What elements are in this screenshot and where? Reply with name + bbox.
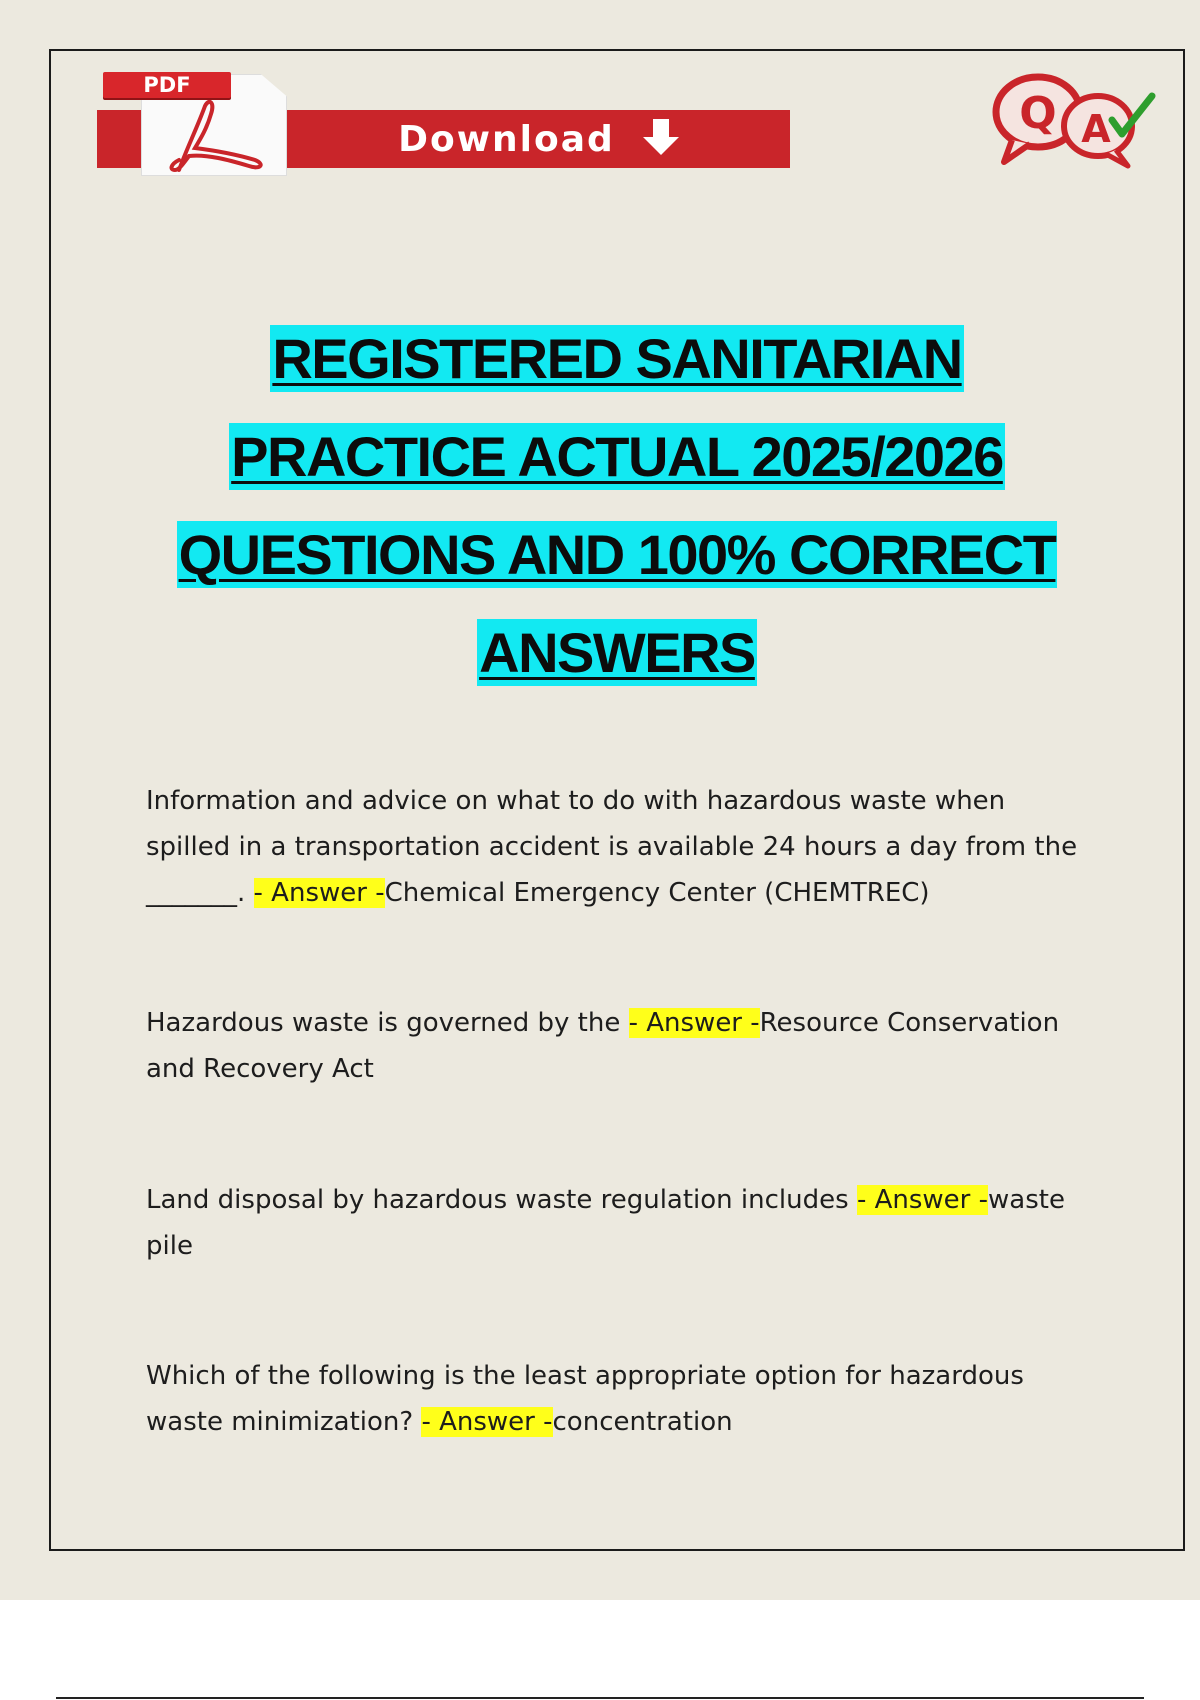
answer-text: Chemical Emergency Center (CHEMTREC) xyxy=(384,878,930,908)
question-text: Hazardous waste is governed by the xyxy=(146,1008,629,1038)
download-button[interactable] xyxy=(287,110,790,168)
qa-logo-q: Q xyxy=(1019,88,1057,139)
title-line-1: REGISTERED SANITARIAN xyxy=(272,327,962,390)
qa-logo-a: A xyxy=(1081,107,1111,151)
answer-text: waste pile xyxy=(146,1185,1065,1261)
title-line-4: ANSWERS xyxy=(479,621,755,684)
answer-marker: - Answer - xyxy=(856,1185,988,1215)
question-text: Land disposal by hazardous waste regulation includes xyxy=(146,1185,857,1215)
qa-item xyxy=(146,1353,1086,1445)
down-arrow-icon xyxy=(643,117,679,162)
question-text: Which of the following is the least appropriate option for hazardous waste minimization? xyxy=(146,1361,1024,1437)
answer-marker: - Answer - xyxy=(421,1407,553,1437)
qa-item xyxy=(146,1000,1086,1092)
footer-divider xyxy=(56,1697,1144,1699)
answer-text: Resource Conservation and Recovery Act xyxy=(146,1008,1060,1084)
qa-item xyxy=(146,1177,1086,1269)
download-label: Download xyxy=(398,118,615,160)
answer-marker: - Answer - xyxy=(253,878,385,908)
pdf-download-banner[interactable] xyxy=(97,70,797,180)
answer-marker: - Answer - xyxy=(628,1008,760,1038)
banner-left-bar xyxy=(97,110,147,168)
title-line-2: PRACTICE ACTUAL 2025/2026 xyxy=(231,425,1003,488)
document-title xyxy=(49,310,1185,702)
qa-checkmark-icon xyxy=(990,70,1160,170)
question-text: Information and advice on what to do with hazardous waste when spilled in a transportation accident is available 24 hours a day from the _______. xyxy=(146,786,1078,908)
pdf-tag: PDF xyxy=(103,72,231,98)
answer-text: concentration xyxy=(552,1407,733,1437)
qa-item xyxy=(146,778,1086,916)
title-line-3: QUESTIONS AND 100% CORRECT xyxy=(178,523,1056,586)
